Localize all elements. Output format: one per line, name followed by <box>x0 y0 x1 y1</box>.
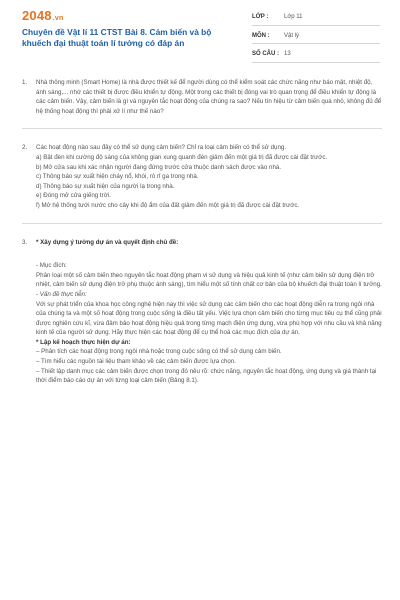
divider <box>22 223 382 224</box>
question-number: 1. <box>22 79 28 86</box>
section-heading: * Xây dựng ý tưởng dự án và quyết định chủ đề: <box>36 238 179 246</box>
logo-main-text: 2048 <box>22 8 52 23</box>
question-3 <box>22 238 382 386</box>
meta-panel <box>252 10 380 66</box>
meta-value: Vật lý <box>284 32 300 39</box>
meta-key: LỚP : <box>252 14 269 21</box>
meta-row-class <box>252 10 380 26</box>
question-number: 2. <box>22 144 28 152</box>
meta-key: SỐ CÂU : <box>252 51 279 58</box>
question-number: 3. <box>22 238 28 246</box>
plan-item: – Phân tích các hoạt động trong ngôi nhà hoặc trong cuộc sống có thể sử dụng cảm biến. <box>36 348 282 356</box>
issue-label: - Vấn đề thực tiễn: <box>36 290 87 298</box>
plan-heading: * Lập kế hoạch thực hiện dự án: <box>36 338 131 346</box>
goal-label: - Mục đích: <box>36 262 67 270</box>
plan-item: – Tìm hiểu các nguồn tài liệu tham khảo về các cảm biến được lựa chọn. <box>36 358 237 366</box>
meta-row-subject <box>252 29 380 45</box>
goal-text: Phân loại một số cảm biến theo nguyên tắc hoạt động phạm vi sử dụng và hiệu quả kinh tế (như cảm biến sử dụng điện trở nhiệt, cảm biến sử dụng điện trở phụ thuộc ánh sáng), tìm hiểu một số tính chất cơ bản của bộ khuếch đại thuật toán lí tưởng. <box>36 271 382 289</box>
logo-domain-text: .vn <box>52 15 64 22</box>
question-text: Nhà thông minh (Smart Home) là nhà được thiết kế để người dùng có thể kiểm soát các chức năng như báo mật, nhiệt độ, ánh sáng,... nhờ các thiết bị được điều khiển tự động. Một trong các thiết bị đóng vai trò quan trọng để điều khiển tự động là các cảm biến. Vậy, cảm biến là gì và nguyên tắc hoạt động của chúng ra sao? Nếu tín hiệu từ cảm biến quá nhỏ, không đủ để hệ thống hoạt động thì phải xử lí như thế nào? <box>36 79 382 115</box>
option-a: a) Bật đèn khi cường độ sáng của không gian xung quanh đèn giảm đến một giá trị đã được cài đặt trước. <box>36 153 328 161</box>
issue-text: Với sự phát triển của khoa học công nghệ hiện nay thì việc sử dụng các cảm biến cho các hoạt động diễn ra trong ngôi nhà của chúng ta và một số hoạt động trong cuộc sống là điều tất yếu. Việc lựa chọn cảm biến cho từng mục tiêu cụ thể cũng phải được nghiên cứu kĩ, vừa đảm bảo hoạt động hiệu quả trong từng mạch điện ứng dụng, vừa phù hợp với nhu cầu và khả năng kinh tế của người sử dụng. Hãy thực hiện các hoạt động để cụ thể hoá các mục đích của dự án. <box>36 300 382 337</box>
question-1 <box>22 78 382 116</box>
option-b: b) Mở cửa sau khi xác nhận người đang đứng trước cửa thuộc danh sách được vào nhà. <box>36 163 282 171</box>
site-logo[interactable] <box>22 8 63 23</box>
option-c: c) Thông báo sự xuất hiện cháy nổ, khói, rò rỉ ga trong nhà. <box>36 173 199 181</box>
question-text: Các hoạt động nào sau đây có thể sử dụng cảm biến? Chỉ ra loại cảm biến có thể sử dụng. <box>36 144 287 152</box>
option-d: d) Thông báo sự xuất hiện của người lạ trong nhà. <box>36 182 175 190</box>
option-e: e) Đóng mở cửa giếng trời. <box>36 192 111 200</box>
divider <box>22 128 382 129</box>
plan-item: – Thiết lập danh mục các cảm biến được chọn trong đó nêu rõ: chức năng, nguyên tắc hoạt động, ứng dụng và giá thành tại thời điểm báo cáo dự án với từng loại cảm biến (Bảng 8.1). <box>36 367 377 385</box>
option-f: f) Mở hệ thống tưới nước cho cây khi độ ẩm của đất giảm đến một giá trị đã được cài đặt trước. <box>36 201 300 209</box>
meta-value: 13 <box>284 51 291 58</box>
question-2 <box>22 143 382 210</box>
meta-row-count <box>252 47 380 63</box>
document-header <box>0 0 400 62</box>
document-body <box>22 78 382 386</box>
document-title: Chuyên đề Vật lí 11 CTST Bài 8. Cảm biến và bộ khuếch đại thuật toán lí tưởng có đáp án <box>22 27 212 48</box>
meta-value: Lớp 11 <box>284 14 303 21</box>
meta-key: MÔN : <box>252 32 270 39</box>
